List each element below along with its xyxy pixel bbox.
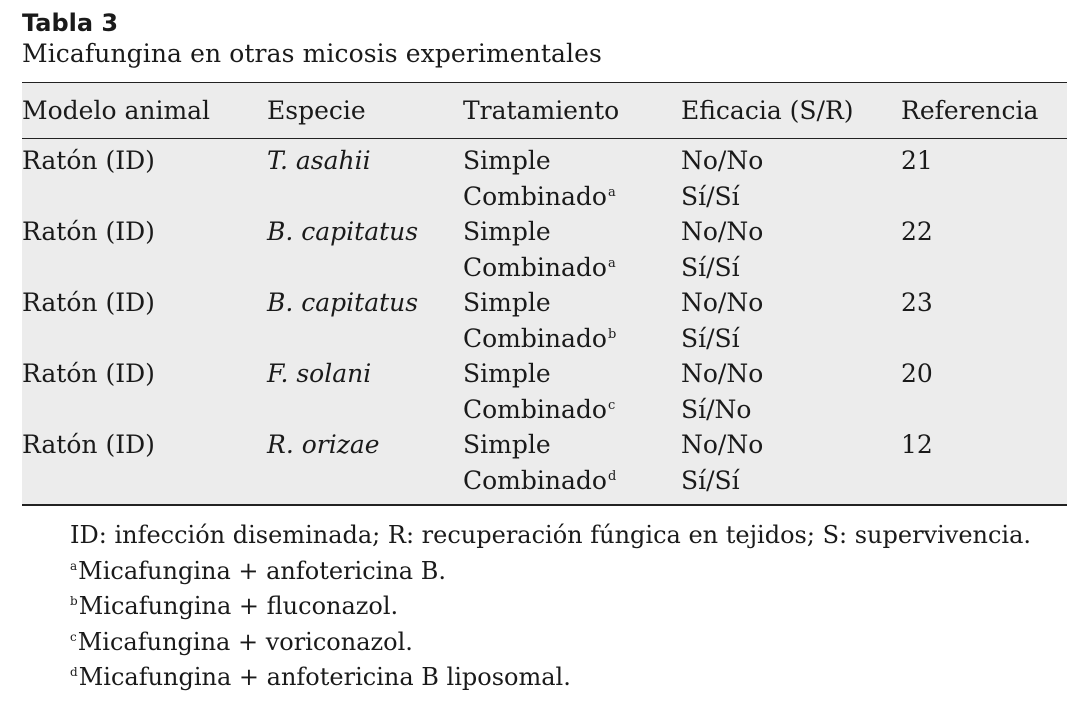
table-row [22, 356, 1067, 427]
table-row [22, 139, 1067, 215]
treatment-combined [463, 179, 681, 215]
footnote-text: Micafungina + fluconazol. [78, 592, 399, 620]
efficacy-combined: Sí/No [681, 394, 752, 424]
treatment-simple: Simple [463, 217, 551, 246]
column-header-model: Modelo animal [22, 83, 267, 139]
treatment-simple: Simple [463, 359, 551, 388]
efficacy-combined: Sí/Sí [681, 465, 740, 495]
cell-reference: 23 [901, 288, 933, 317]
footnote [70, 589, 1067, 625]
cell-model: Ratón (ID) [22, 430, 155, 459]
footnote [70, 554, 1067, 590]
cell-efficacy [681, 427, 901, 504]
efficacy-simple: No/No [681, 359, 764, 388]
treatment-simple: Simple [463, 288, 551, 317]
cell-treatment [463, 427, 681, 504]
cell-treatment [463, 356, 681, 427]
footnote-mark: c [70, 629, 77, 644]
footnote [70, 660, 1067, 696]
efficacy-combined: Sí/Sí [681, 252, 740, 282]
column-header-efficacy: Eficacia (S/R) [681, 83, 901, 139]
cell-treatment [463, 214, 681, 285]
footnote-text: Micafungina + anfotericina B. [78, 556, 446, 585]
data-table [22, 83, 1067, 504]
footnote-mark: a [70, 558, 78, 573]
efficacy-simple: No/No [681, 217, 764, 246]
efficacy-simple: No/No [681, 430, 764, 459]
cell-reference: 20 [901, 359, 933, 388]
treatment-combined-label: Combinado [463, 465, 607, 495]
footnote-mark: c [607, 397, 616, 413]
efficacy-combined: Sí/Sí [681, 181, 740, 211]
treatment-combined [463, 463, 681, 499]
treatment-combined-label: Combinado [463, 323, 607, 353]
column-header-reference: Referencia [901, 83, 1067, 139]
cell-species: R. orizae [267, 430, 380, 459]
treatment-combined [463, 321, 681, 357]
cell-species: T. asahii [267, 146, 371, 175]
cell-model: Ratón (ID) [22, 359, 155, 388]
efficacy-simple: No/No [681, 288, 764, 317]
treatment-combined-label: Combinado [463, 181, 607, 211]
table-row [22, 214, 1067, 285]
treatment-combined [463, 392, 681, 428]
cell-species: B. capitatus [267, 288, 419, 317]
treatment-simple: Simple [463, 146, 551, 175]
footnote-mark: b [607, 326, 617, 342]
efficacy-combined: Sí/Sí [681, 323, 740, 353]
cell-model: Ratón (ID) [22, 146, 155, 175]
cell-efficacy [681, 214, 901, 285]
table-document [22, 8, 1067, 696]
footnote-mark: d [70, 665, 78, 679]
footnote-mark: a [607, 184, 616, 200]
column-header-species: Especie [267, 83, 463, 139]
treatment-simple: Simple [463, 430, 551, 459]
table-header-row [22, 83, 1067, 139]
table-row [22, 285, 1067, 356]
table-container [22, 82, 1067, 506]
treatment-combined-label: Combinado [463, 394, 607, 424]
table-label: Tabla 3 [22, 9, 119, 37]
cell-model: Ratón (ID) [22, 217, 155, 246]
cell-treatment [463, 285, 681, 356]
footnote-text: Micafungina + anfotericina B liposomal. [78, 663, 571, 691]
footnote-mark: d [607, 468, 617, 484]
footnote [70, 625, 1067, 661]
cell-efficacy [681, 285, 901, 356]
abbreviations-note: ID: infección diseminada; R: recuperación fúngica en tejidos; S: supervivencia. [70, 521, 1032, 549]
table-row [22, 427, 1067, 504]
cell-treatment [463, 139, 681, 215]
cell-reference: 21 [901, 146, 933, 175]
cell-model: Ratón (ID) [22, 288, 155, 317]
efficacy-simple: No/No [681, 146, 764, 175]
footnote-mark: a [607, 255, 616, 271]
table-notes [22, 518, 1067, 696]
cell-species: F. solani [267, 359, 372, 388]
footnote-mark: b [70, 594, 78, 608]
cell-efficacy [681, 356, 901, 427]
table-caption: Micafungina en otras micosis experimentales [22, 39, 602, 68]
footnote-text: Micafungina + voriconazol. [77, 627, 413, 656]
cell-reference: 22 [901, 217, 933, 246]
cell-species: B. capitatus [267, 217, 419, 246]
cell-efficacy [681, 139, 901, 215]
column-header-treatment: Tratamiento [463, 83, 681, 139]
treatment-combined-label: Combinado [463, 252, 607, 282]
cell-reference: 12 [901, 430, 933, 459]
treatment-combined [463, 250, 681, 286]
